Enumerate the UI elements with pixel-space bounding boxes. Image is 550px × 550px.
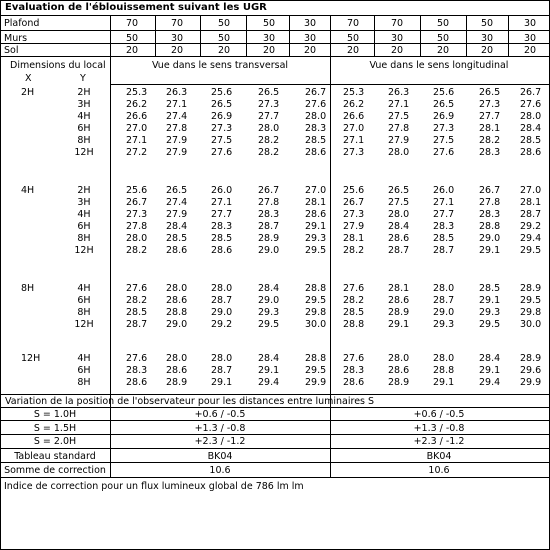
reflectance-value: 50 bbox=[480, 18, 494, 29]
ugr-value-longitudinal: 25.6 bbox=[433, 87, 455, 98]
ugr-value-transverse: 28.3 bbox=[126, 365, 148, 376]
column-divider bbox=[374, 15, 375, 56]
ugr-value-transverse: 26.7 bbox=[305, 87, 327, 98]
row-divider bbox=[0, 15, 550, 16]
ugr-value-longitudinal: 28.5 bbox=[433, 233, 455, 244]
ugr-value-longitudinal: 28.5 bbox=[479, 283, 501, 294]
ugr-value-longitudinal: 27.9 bbox=[343, 221, 365, 232]
ugr-value-longitudinal: 28.5 bbox=[520, 135, 542, 146]
ugr-value-transverse: 27.1 bbox=[211, 197, 233, 208]
ugr-value-transverse: 28.5 bbox=[126, 307, 148, 318]
reflectance-value: 20 bbox=[390, 45, 404, 56]
ugr-value-transverse: 27.9 bbox=[166, 209, 188, 220]
reflectance-value: 50 bbox=[217, 18, 231, 29]
ugr-value-longitudinal: 27.3 bbox=[343, 147, 365, 158]
room-dimension-y: 2H bbox=[77, 87, 91, 98]
ugr-value-longitudinal: 29.4 bbox=[520, 233, 542, 244]
ugr-value-longitudinal: 27.6 bbox=[343, 353, 365, 364]
ugr-value-transverse: 27.1 bbox=[166, 99, 188, 110]
ugr-value-longitudinal: 29.1 bbox=[433, 377, 455, 388]
ugr-value-longitudinal: 29.2 bbox=[520, 221, 542, 232]
reflectance-value: 70 bbox=[125, 18, 139, 29]
ugr-value-longitudinal: 29.0 bbox=[433, 307, 455, 318]
correction-note: Indice de correction pour un flux lumineux global de 786 lm lm bbox=[4, 481, 304, 492]
ugr-value-transverse: 28.0 bbox=[305, 111, 327, 122]
room-dimension-x: 4H bbox=[21, 185, 35, 196]
ugr-value-transverse: 28.4 bbox=[166, 221, 188, 232]
room-dimension-x: 8H bbox=[21, 283, 35, 294]
ugr-value-longitudinal: 28.9 bbox=[520, 353, 542, 364]
column-divider bbox=[200, 15, 201, 56]
row-divider bbox=[0, 434, 550, 435]
ugr-value-longitudinal: 27.8 bbox=[388, 123, 410, 134]
row-divider bbox=[0, 407, 550, 408]
ugr-value-longitudinal: 27.6 bbox=[520, 99, 542, 110]
ugr-value-transverse: 28.5 bbox=[211, 233, 233, 244]
ugr-value-longitudinal: 28.2 bbox=[343, 295, 365, 306]
column-divider bbox=[155, 15, 156, 56]
reflectance-value: 70 bbox=[170, 18, 184, 29]
ugr-value-transverse: 27.8 bbox=[126, 221, 148, 232]
column-divider bbox=[246, 15, 247, 56]
ugr-value-transverse: 27.8 bbox=[258, 197, 280, 208]
ugr-value-transverse: 25.3 bbox=[126, 87, 148, 98]
reflectance-value: 30 bbox=[480, 33, 494, 44]
reflectance-value: 50 bbox=[217, 33, 231, 44]
ugr-value-longitudinal: 30.0 bbox=[520, 319, 542, 330]
ugr-value-transverse: 28.0 bbox=[166, 283, 188, 294]
ugr-value-longitudinal: 25.6 bbox=[343, 185, 365, 196]
ugr-value-longitudinal: 26.0 bbox=[433, 185, 455, 196]
ugr-value-longitudinal: 28.7 bbox=[388, 245, 410, 256]
ugr-value-transverse: 28.2 bbox=[258, 147, 280, 158]
ugr-value-transverse: 29.0 bbox=[166, 319, 188, 330]
ugr-value-longitudinal: 27.7 bbox=[433, 209, 455, 220]
row-divider bbox=[0, 394, 550, 395]
ugr-value-longitudinal: 26.7 bbox=[479, 185, 501, 196]
ugr-value-transverse: 26.9 bbox=[211, 111, 233, 122]
dimension-y-header: Y bbox=[80, 73, 86, 84]
ugr-value-transverse: 28.1 bbox=[305, 197, 327, 208]
ugr-value-transverse: 28.0 bbox=[126, 233, 148, 244]
ugr-value-longitudinal: 27.8 bbox=[479, 197, 501, 208]
ugr-value-transverse: 27.6 bbox=[305, 99, 327, 110]
reflectance-value: 20 bbox=[480, 45, 494, 56]
ugr-value-transverse: 27.0 bbox=[305, 185, 327, 196]
ugr-value-transverse: 27.3 bbox=[258, 99, 280, 110]
ugr-value-transverse: 26.5 bbox=[166, 185, 188, 196]
ugr-value-longitudinal: 28.1 bbox=[388, 283, 410, 294]
column-divider bbox=[110, 15, 111, 477]
reflectance-label: Murs bbox=[4, 33, 28, 44]
ugr-value-longitudinal: 28.3 bbox=[479, 209, 501, 220]
ugr-value-longitudinal: 27.6 bbox=[343, 283, 365, 294]
correction-sum-label: Somme de correction bbox=[4, 465, 106, 476]
ugr-value-transverse: 28.8 bbox=[305, 353, 327, 364]
ugr-value-longitudinal: 29.0 bbox=[479, 233, 501, 244]
ugr-value-longitudinal: 29.1 bbox=[479, 295, 501, 306]
standard-table-label: Tableau standard bbox=[14, 451, 96, 462]
row-divider bbox=[0, 448, 550, 449]
ugr-value-transverse: 28.7 bbox=[258, 221, 280, 232]
ugr-value-longitudinal: 29.1 bbox=[479, 365, 501, 376]
ugr-value-transverse: 27.7 bbox=[211, 209, 233, 220]
ugr-value-transverse: 28.9 bbox=[166, 377, 188, 388]
reflectance-value: 30 bbox=[523, 33, 537, 44]
ugr-value-transverse: 27.9 bbox=[166, 147, 188, 158]
ugr-value-longitudinal: 26.7 bbox=[343, 197, 365, 208]
ugr-value-transverse: 28.7 bbox=[211, 295, 233, 306]
ugr-value-longitudinal: 26.5 bbox=[433, 99, 455, 110]
variation-transverse: +1.3 / -0.8 bbox=[194, 423, 246, 434]
variation-transverse: +0.6 / -0.5 bbox=[194, 409, 246, 420]
ugr-value-transverse: 28.5 bbox=[305, 135, 327, 146]
ugr-value-longitudinal: 28.6 bbox=[388, 365, 410, 376]
ugr-value-transverse: 27.8 bbox=[166, 123, 188, 134]
ugr-value-transverse: 28.6 bbox=[305, 147, 327, 158]
room-dimension-y: 4H bbox=[77, 283, 91, 294]
ugr-value-longitudinal: 27.1 bbox=[343, 135, 365, 146]
ugr-value-longitudinal: 28.6 bbox=[388, 295, 410, 306]
correction-sum-longitudinal: 10.6 bbox=[428, 465, 450, 476]
ugr-value-transverse: 26.5 bbox=[211, 99, 233, 110]
ugr-value-transverse: 26.7 bbox=[258, 185, 280, 196]
ugr-value-transverse: 28.2 bbox=[258, 135, 280, 146]
variation-longitudinal: +1.3 / -0.8 bbox=[413, 423, 465, 434]
ugr-value-longitudinal: 28.0 bbox=[433, 353, 455, 364]
ugr-value-longitudinal: 26.2 bbox=[343, 99, 365, 110]
column-divider bbox=[330, 15, 331, 477]
ugr-value-longitudinal: 29.4 bbox=[479, 377, 501, 388]
column-divider bbox=[420, 15, 421, 56]
reflectance-label: Plafond bbox=[4, 18, 40, 29]
room-dimension-y: 4H bbox=[77, 353, 91, 364]
row-divider bbox=[0, 420, 550, 421]
ugr-value-longitudinal: 29.8 bbox=[520, 307, 542, 318]
ugr-value-transverse: 30.0 bbox=[305, 319, 327, 330]
ugr-value-longitudinal: 28.0 bbox=[433, 283, 455, 294]
ugr-value-longitudinal: 28.4 bbox=[520, 123, 542, 134]
standard-table-longitudinal: BK04 bbox=[426, 451, 452, 462]
ugr-value-transverse: 28.6 bbox=[305, 209, 327, 220]
ugr-value-longitudinal: 28.6 bbox=[388, 233, 410, 244]
ugr-value-transverse: 26.5 bbox=[258, 87, 280, 98]
room-dimension-y: 12H bbox=[74, 147, 94, 158]
ugr-value-transverse: 26.6 bbox=[126, 111, 148, 122]
reflectance-value: 50 bbox=[346, 33, 360, 44]
ugr-value-longitudinal: 29.9 bbox=[520, 377, 542, 388]
ugr-value-transverse: 28.9 bbox=[258, 233, 280, 244]
ugr-value-longitudinal: 28.3 bbox=[479, 147, 501, 158]
room-dimension-y: 3H bbox=[77, 197, 91, 208]
ugr-value-longitudinal: 27.1 bbox=[388, 99, 410, 110]
ugr-value-transverse: 27.4 bbox=[166, 197, 188, 208]
spacing-label: S = 1.5H bbox=[33, 423, 77, 434]
ugr-value-longitudinal: 28.8 bbox=[433, 365, 455, 376]
column-divider bbox=[289, 15, 290, 56]
reflectance-value: 20 bbox=[523, 45, 537, 56]
reflectance-value: 30 bbox=[303, 18, 317, 29]
reflectance-value: 30 bbox=[523, 18, 537, 29]
ugr-value-transverse: 29.8 bbox=[305, 307, 327, 318]
ugr-value-transverse: 29.3 bbox=[305, 233, 327, 244]
ugr-value-longitudinal: 27.7 bbox=[479, 111, 501, 122]
ugr-value-transverse: 28.6 bbox=[166, 295, 188, 306]
ugr-value-longitudinal: 26.9 bbox=[433, 111, 455, 122]
variation-longitudinal: +0.6 / -0.5 bbox=[413, 409, 465, 420]
correction-sum-transverse: 10.6 bbox=[209, 465, 231, 476]
row-divider bbox=[0, 43, 550, 44]
ugr-value-longitudinal: 28.8 bbox=[479, 221, 501, 232]
ugr-value-transverse: 28.4 bbox=[258, 353, 280, 364]
reflectance-value: 50 bbox=[125, 33, 139, 44]
ugr-value-transverse: 29.4 bbox=[258, 377, 280, 388]
ugr-value-transverse: 28.3 bbox=[305, 123, 327, 134]
ugr-value-longitudinal: 28.3 bbox=[433, 221, 455, 232]
ugr-value-transverse: 28.7 bbox=[126, 319, 148, 330]
standard-table-transverse: BK04 bbox=[207, 451, 233, 462]
ugr-value-longitudinal: 27.0 bbox=[343, 123, 365, 134]
ugr-value-longitudinal: 26.6 bbox=[343, 111, 365, 122]
room-dimension-x: 2H bbox=[21, 87, 35, 98]
reflectance-value: 20 bbox=[303, 45, 317, 56]
ugr-value-longitudinal: 29.5 bbox=[520, 295, 542, 306]
room-dimension-y: 8H bbox=[77, 233, 91, 244]
ugr-value-longitudinal: 27.3 bbox=[433, 123, 455, 134]
ugr-value-transverse: 29.5 bbox=[305, 365, 327, 376]
ugr-value-transverse: 28.6 bbox=[211, 245, 233, 256]
spacing-label: S = 1.0H bbox=[33, 409, 77, 420]
ugr-value-transverse: 29.5 bbox=[258, 319, 280, 330]
ugr-value-transverse: 29.3 bbox=[258, 307, 280, 318]
ugr-value-longitudinal: 28.3 bbox=[343, 365, 365, 376]
ugr-value-transverse: 28.6 bbox=[126, 377, 148, 388]
ugr-value-transverse: 29.1 bbox=[305, 221, 327, 232]
room-dimension-y: 6H bbox=[77, 295, 91, 306]
ugr-value-transverse: 27.3 bbox=[211, 123, 233, 134]
ugr-value-transverse: 28.5 bbox=[166, 233, 188, 244]
row-divider bbox=[0, 477, 550, 478]
ugr-value-longitudinal: 28.4 bbox=[388, 221, 410, 232]
ugr-value-longitudinal: 28.0 bbox=[388, 147, 410, 158]
ugr-value-longitudinal: 29.3 bbox=[479, 307, 501, 318]
ugr-value-longitudinal: 28.9 bbox=[520, 283, 542, 294]
variation-transverse: +2.3 / -1.2 bbox=[194, 436, 246, 447]
ugr-value-longitudinal: 29.5 bbox=[479, 319, 501, 330]
ugr-value-longitudinal: 27.1 bbox=[433, 197, 455, 208]
ugr-value-transverse: 28.0 bbox=[211, 353, 233, 364]
ugr-value-longitudinal: 27.6 bbox=[433, 147, 455, 158]
ugr-value-transverse: 28.3 bbox=[258, 209, 280, 220]
reflectance-value: 30 bbox=[303, 33, 317, 44]
ugr-value-longitudinal: 27.5 bbox=[433, 135, 455, 146]
ugr-value-transverse: 28.2 bbox=[126, 295, 148, 306]
variation-longitudinal: +2.3 / -1.2 bbox=[413, 436, 465, 447]
ugr-value-longitudinal: 28.0 bbox=[388, 353, 410, 364]
ugr-value-transverse: 25.6 bbox=[211, 87, 233, 98]
ugr-value-transverse: 26.3 bbox=[166, 87, 188, 98]
ugr-value-longitudinal: 28.0 bbox=[520, 111, 542, 122]
dimension-x-header: X bbox=[25, 73, 32, 84]
ugr-value-transverse: 27.0 bbox=[126, 123, 148, 134]
ugr-value-longitudinal: 29.5 bbox=[520, 245, 542, 256]
ugr-value-transverse: 27.1 bbox=[126, 135, 148, 146]
ugr-value-transverse: 28.7 bbox=[211, 365, 233, 376]
ugr-value-transverse: 28.2 bbox=[126, 245, 148, 256]
column-divider bbox=[508, 15, 509, 56]
room-dimension-y: 8H bbox=[77, 377, 91, 388]
room-dimension-y: 2H bbox=[77, 185, 91, 196]
reflectance-value: 20 bbox=[217, 45, 231, 56]
ugr-value-longitudinal: 29.1 bbox=[479, 245, 501, 256]
reflectance-value: 30 bbox=[170, 33, 184, 44]
ugr-value-longitudinal: 28.9 bbox=[388, 377, 410, 388]
ugr-value-longitudinal: 28.7 bbox=[433, 295, 455, 306]
ugr-value-transverse: 29.1 bbox=[211, 377, 233, 388]
ugr-value-transverse: 27.4 bbox=[166, 111, 188, 122]
reflectance-value: 50 bbox=[262, 18, 276, 29]
ugr-value-longitudinal: 27.3 bbox=[479, 99, 501, 110]
ugr-value-transverse: 26.0 bbox=[211, 185, 233, 196]
ugr-value-transverse: 25.6 bbox=[126, 185, 148, 196]
ugr-value-transverse: 28.8 bbox=[166, 307, 188, 318]
reflectance-value: 20 bbox=[125, 45, 139, 56]
ugr-value-longitudinal: 27.5 bbox=[388, 197, 410, 208]
transverse-view-header: Vue dans le sens transversal bbox=[151, 60, 289, 71]
ugr-value-transverse: 27.9 bbox=[166, 135, 188, 146]
ugr-value-transverse: 26.2 bbox=[126, 99, 148, 110]
ugr-value-longitudinal: 26.5 bbox=[479, 87, 501, 98]
ugr-value-transverse: 29.0 bbox=[211, 307, 233, 318]
ugr-value-transverse: 27.6 bbox=[211, 147, 233, 158]
reflectance-value: 20 bbox=[170, 45, 184, 56]
ugr-value-longitudinal: 29.3 bbox=[433, 319, 455, 330]
ugr-value-longitudinal: 29.1 bbox=[388, 319, 410, 330]
ugr-value-longitudinal: 28.7 bbox=[433, 245, 455, 256]
ugr-value-transverse: 28.0 bbox=[258, 123, 280, 134]
reflectance-value: 50 bbox=[436, 18, 450, 29]
room-dimension-y: 4H bbox=[77, 209, 91, 220]
ugr-value-longitudinal: 28.1 bbox=[479, 123, 501, 134]
room-dimension-y: 12H bbox=[74, 245, 94, 256]
room-dimension-y: 6H bbox=[77, 365, 91, 376]
variation-note: Variation de la position de l'observateur pour les distances entre luminaires S bbox=[5, 396, 375, 407]
ugr-value-longitudinal: 28.2 bbox=[343, 245, 365, 256]
ugr-value-longitudinal: 28.5 bbox=[343, 307, 365, 318]
reflectance-value: 70 bbox=[346, 18, 360, 29]
ugr-value-longitudinal: 26.5 bbox=[388, 185, 410, 196]
ugr-value-transverse: 29.1 bbox=[258, 365, 280, 376]
room-dimension-y: 6H bbox=[77, 123, 91, 134]
ugr-value-longitudinal: 28.2 bbox=[479, 135, 501, 146]
reflectance-value: 20 bbox=[436, 45, 450, 56]
room-dimension-y: 8H bbox=[77, 135, 91, 146]
ugr-value-transverse: 27.6 bbox=[126, 283, 148, 294]
room-dimension-y: 6H bbox=[77, 221, 91, 232]
room-dimension-y: 4H bbox=[77, 111, 91, 122]
ugr-value-longitudinal: 27.5 bbox=[388, 111, 410, 122]
room-dimension-y: 12H bbox=[74, 319, 94, 330]
ugr-value-longitudinal: 28.7 bbox=[520, 209, 542, 220]
ugr-value-transverse: 29.0 bbox=[258, 245, 280, 256]
row-divider bbox=[0, 30, 550, 31]
ugr-value-transverse: 27.6 bbox=[126, 353, 148, 364]
ugr-value-transverse: 29.2 bbox=[211, 319, 233, 330]
reflectance-value: 30 bbox=[390, 33, 404, 44]
ugr-value-longitudinal: 28.1 bbox=[343, 233, 365, 244]
ugr-value-transverse: 27.7 bbox=[258, 111, 280, 122]
row-divider bbox=[0, 462, 550, 463]
spacing-label: S = 2.0H bbox=[33, 436, 77, 447]
ugr-value-transverse: 29.5 bbox=[305, 245, 327, 256]
reflectance-value: 20 bbox=[262, 45, 276, 56]
row-divider bbox=[0, 56, 550, 57]
ugr-value-transverse: 28.4 bbox=[258, 283, 280, 294]
ugr-value-transverse: 29.5 bbox=[305, 295, 327, 306]
ugr-value-transverse: 29.0 bbox=[258, 295, 280, 306]
ugr-value-transverse: 28.8 bbox=[305, 283, 327, 294]
page-title: Evaluation de l'éblouissement suivant les UGR bbox=[5, 2, 267, 13]
reflectance-value: 20 bbox=[346, 45, 360, 56]
ugr-value-longitudinal: 25.3 bbox=[343, 87, 365, 98]
ugr-value-longitudinal: 29.6 bbox=[520, 365, 542, 376]
reflectance-value: 50 bbox=[436, 33, 450, 44]
room-dimension-x: 12H bbox=[21, 353, 41, 364]
ugr-value-transverse: 27.3 bbox=[126, 209, 148, 220]
ugr-value-longitudinal: 28.1 bbox=[520, 197, 542, 208]
ugr-value-longitudinal: 28.0 bbox=[388, 209, 410, 220]
ugr-value-transverse: 26.7 bbox=[126, 197, 148, 208]
column-divider bbox=[466, 15, 467, 56]
ugr-value-transverse: 28.3 bbox=[211, 221, 233, 232]
room-dimension-y: 8H bbox=[77, 307, 91, 318]
ugr-value-longitudinal: 26.7 bbox=[520, 87, 542, 98]
ugr-value-transverse: 27.5 bbox=[211, 135, 233, 146]
longitudinal-view-header: Vue dans le sens longitudinal bbox=[369, 60, 509, 71]
ugr-value-transverse: 28.0 bbox=[211, 283, 233, 294]
ugr-value-longitudinal: 28.6 bbox=[520, 147, 542, 158]
ugr-value-transverse: 29.9 bbox=[305, 377, 327, 388]
ugr-value-longitudinal: 27.3 bbox=[343, 209, 365, 220]
room-dimension-y: 3H bbox=[77, 99, 91, 110]
reflectance-value: 70 bbox=[390, 18, 404, 29]
reflectance-label: Sol bbox=[4, 45, 19, 56]
ugr-value-longitudinal: 28.4 bbox=[479, 353, 501, 364]
ugr-value-longitudinal: 28.9 bbox=[388, 307, 410, 318]
ugr-value-transverse: 28.0 bbox=[166, 353, 188, 364]
ugr-value-transverse: 27.2 bbox=[126, 147, 148, 158]
ugr-value-longitudinal: 28.6 bbox=[343, 377, 365, 388]
ugr-value-transverse: 28.6 bbox=[166, 365, 188, 376]
ugr-value-transverse: 28.6 bbox=[166, 245, 188, 256]
ugr-value-longitudinal: 26.3 bbox=[388, 87, 410, 98]
dimensions-header: Dimensions du local bbox=[10, 60, 106, 71]
reflectance-value: 30 bbox=[262, 33, 276, 44]
ugr-value-longitudinal: 27.0 bbox=[520, 185, 542, 196]
ugr-value-longitudinal: 27.9 bbox=[388, 135, 410, 146]
ugr-value-longitudinal: 28.8 bbox=[343, 319, 365, 330]
